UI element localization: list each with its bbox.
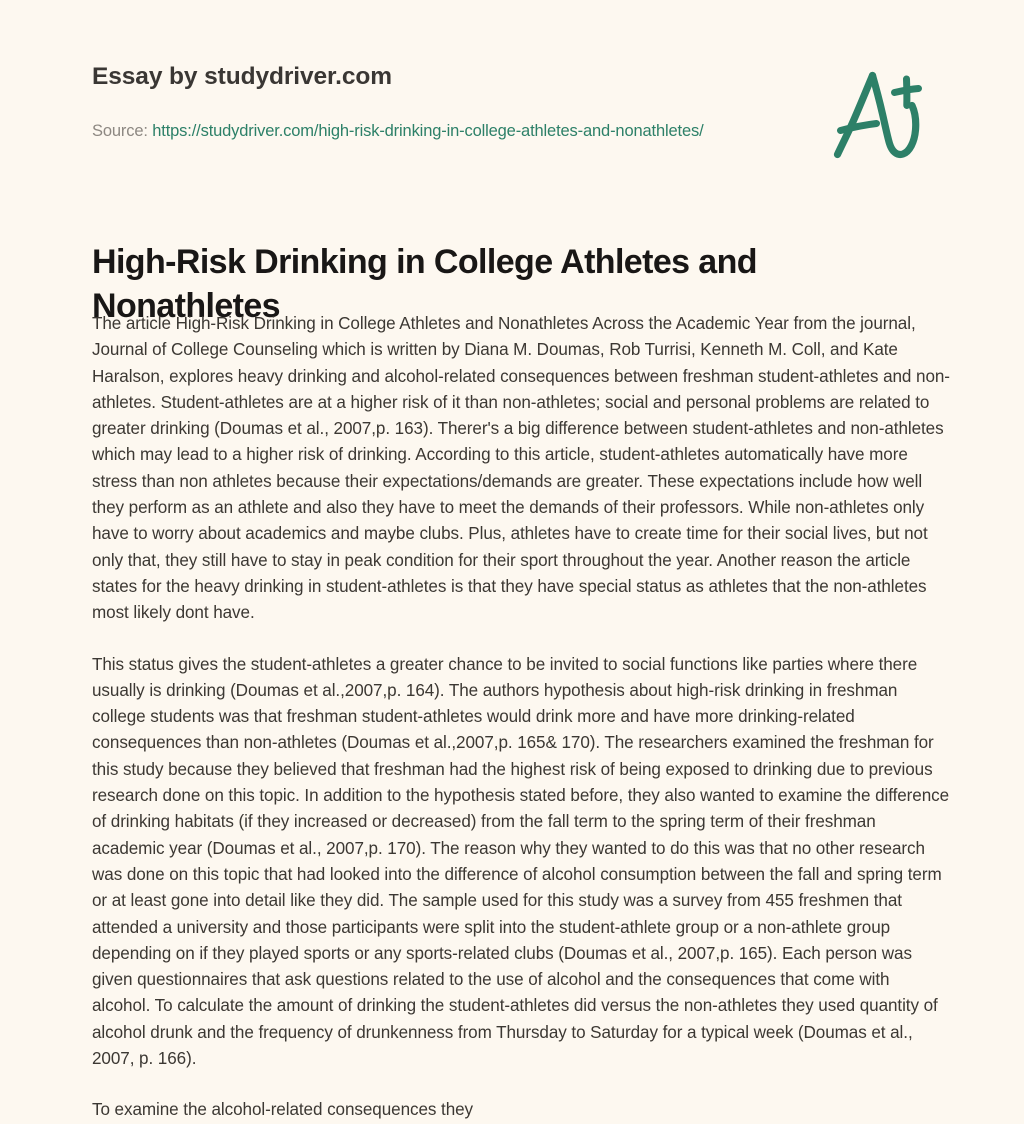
article-body [92,311,950,1124]
article-paragraph: The article High-Risk Drinking in College Athletes and Nonathletes Across the Academic Year from the journal, Journal of College Counseling which is written by Diana M. Doumas, Rob Turrisi, Kenneth M. Coll, and Kate Haralson, explores heavy drinking and alcohol-related consequences between freshman student-athletes and non-athletes. Student-athletes are at a higher risk of it than non-athletes; social and personal problems are related to greater drinking (Doumas et al., 2007,p. 163). Therer's a big difference between student-athletes and non-athletes which may lead to a higher risk of drinking. According to this article, student-athletes automatically have more stress than non athletes because their expectations/demands are greater. These expectations include how well they perform as an athlete and also they have to meet the demands of their professors. While non-athletes only have to worry about academics and maybe clubs. Plus, athletes have to create time for their social lives, but not only that, they still have to stay in peak condition for their sport throughout the year. Another reason the article states for the heavy drinking in student-athletes is that they have special status as athletes that the non-athletes most likely dont have. [92,314,950,623]
page-title: High-Risk Drinking in College Athletes and Nonathletes [92,243,757,325]
source-url-link[interactable]: https://studydriver.com/high-risk-drinking-in-college-athletes-and-nonathletes/ [152,122,704,140]
byline: Essay by studydriver.com [92,63,392,90]
article-paragraph: This status gives the student-athletes a greater chance to be invited to social functions like parties where there usually is drinking (Doumas et al.,2007,p. 164). The authors hypothesis about high-risk drinking in freshman college students was that freshman student-athletes would drink more and have more drinking-related consequences than non-athletes (Doumas et al.,2007,p. 165& 170). The researchers examined the freshman for this study because they believed that freshman had the highest risk of being exposed to drinking due to previous research done on this topic. In addition to the hypothesis stated before, they also wanted to examine the difference of drinking habitats (if they increased or decreased) from the fall term to the spring term of their freshman academic year (Doumas et al., 2007,p. 170). The reason why they wanted to do this was that no other research was done on this topic that had looked into the difference of alcohol consumption between the fall and spring term or at least gone into detail like they did. The sample used for this study was a survey from 455 freshmen that attended a university and those participants were split into the student-athlete group or a non-athlete group depending on if they played sports or any sports-related clubs (Doumas et al., 2007,p. 165). Each person was given questionnaires that ask questions related to the use of alcohol and the consequences that come with alcohol. To calculate the amount of drinking the student-athletes did versus the non-athletes they used quantity of alcohol drunk and the frequency of drunkenness from Thursday to Saturday for a typical week (Doumas et al., 2007, p. 166). [92,654,950,1069]
a-plus-icon [818,58,934,174]
studydriver-logo[interactable] [818,58,934,174]
article-paragraph: To examine the alcohol-related consequences they [92,1100,474,1120]
source-line [92,122,704,141]
source-label: Source: [92,122,148,140]
page-header [0,0,1024,190]
